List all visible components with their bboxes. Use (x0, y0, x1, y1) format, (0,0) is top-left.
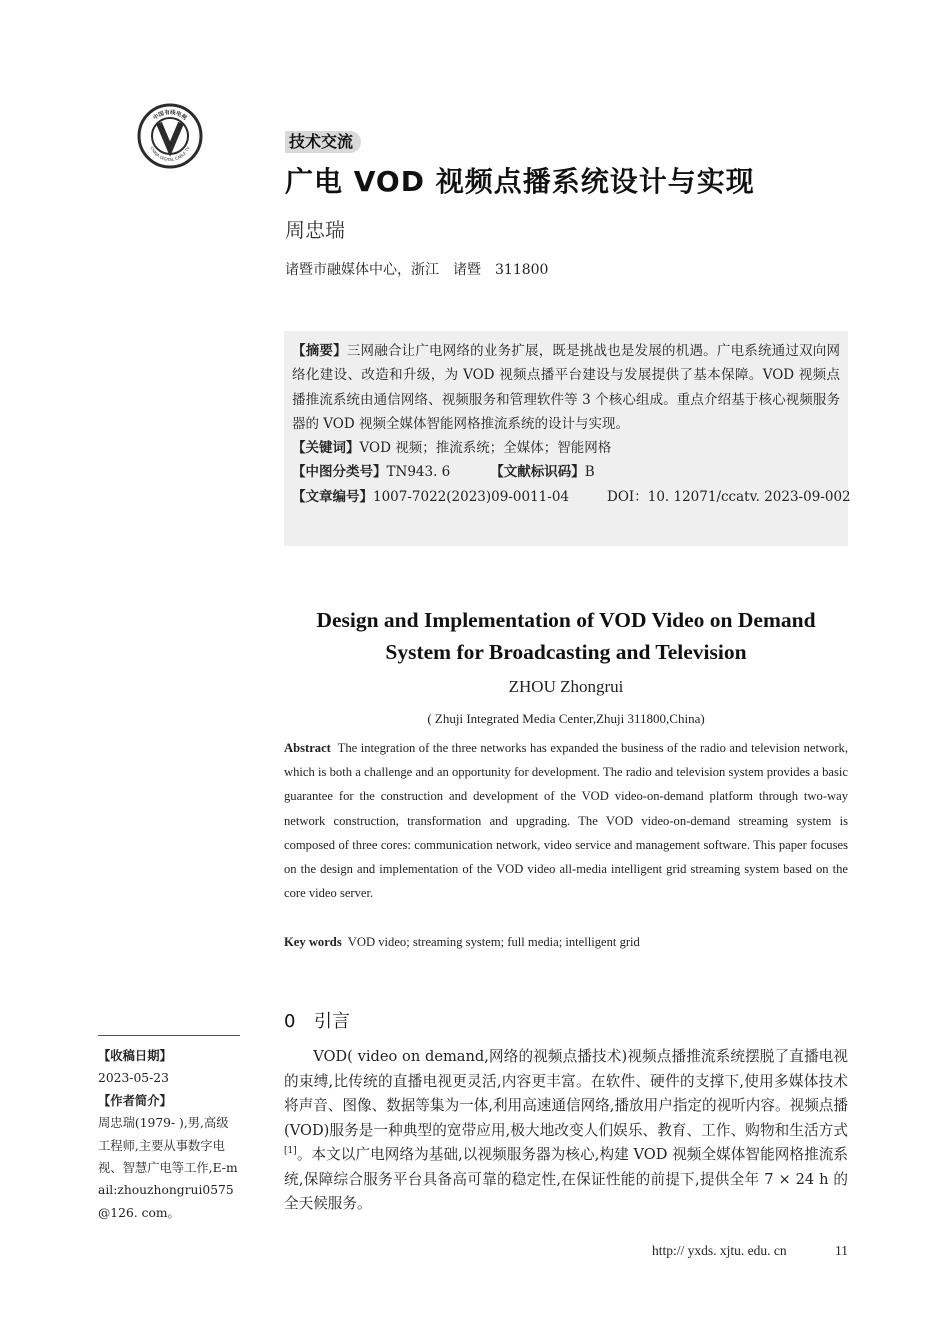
english-title (284, 604, 848, 668)
english-abstract-text: The integration of the three networks has expanded the business of the radio and television network, which is both a challenge and an opportunity for development. The radio and television system provides a basic guarantee for the construction and development of the VOD video-on-demand platform through two-way network construction, transformation and upgrading. The VOD video-on-demand streaming system is composed of three cores: communication network, video service and management software. This paper focuses on the design and implementation of the VOD video all-media intelligent grid streaming system based on the core video server. (284, 741, 848, 901)
logo-top-text: 中国有线电视 (152, 109, 188, 122)
body-part1: VOD( video on demand,网络的视频点播技术)视频点播推流系统摆脱了直播电视的束缚,比传统的直播电视更灵活,内容更丰富。在软件、硬件的支撑下,使用多媒体技术将声音、图像、数据等集为一体,利用高速通信网络,播放用户指定的视听内容。视频点播(VOD)服务是一种典型的宽带应用,极大地改变人们娱乐、教育、工作、购物和生活方式 (284, 1048, 848, 1139)
english-keywords-text: VOD video; streaming system; full media; intelligent grid (347, 935, 640, 949)
english-affiliation: ( Zhuji Integrated Media Center,Zhuji 311800,China) (427, 711, 705, 726)
article-no-value: 1007-7022(2023)09-0011-04 (373, 488, 570, 505)
journal-logo-icon (137, 103, 203, 169)
doc-code-label: 【文献标识码】 (490, 464, 585, 481)
keywords-text: VOD 视频；推流系统；全媒体；智能网格 (359, 440, 612, 457)
article-title: 广电 VOD 视频点播系统设计与实现 (285, 165, 755, 198)
english-author: ZHOU Zhongrui (508, 677, 624, 696)
section-title: 引言 (314, 1011, 350, 1032)
clc-value: TN943. 6 (386, 464, 451, 481)
doi-link[interactable]: DOI：10. 12071/ccatv. 2023-09-002 (607, 488, 851, 505)
classification-row (292, 460, 840, 484)
keywords-cn (292, 436, 840, 460)
english-title-line1: Design and Implementation of VOD Video on Demand (316, 608, 816, 632)
logo-bottom-text: CHINA DIGITAL CABLE TV (149, 145, 191, 163)
english-keywords-label: Key words (284, 935, 342, 949)
chinese-abstract-box (284, 331, 851, 546)
footer-url[interactable]: http:// yxds. xjtu. edu. cn (652, 1243, 787, 1258)
article-no-label: 【文章编号】 (292, 488, 373, 505)
author-intro-text: 周忠瑞(1979- ),男,高级工程师,主要从事数字电视、智慧广电等工作,E-mail:zhouzhongrui0575@126. com。 (98, 1116, 238, 1220)
abstract-text: 三网融合让广电网络的业务扩展，既是挑战也是发展的机遇。广电系统通过双向网络化建设、改造和升级，为 VOD 视频点播平台建设与发展提供了基本保障。VOD 视频点播推流系统由通信网络、视频服务和管理软件等 3 个核心组成。重点介绍基于核心视频服务器的 VOD 视频全媒体智能网格推流系统的设计与实现。 (292, 343, 841, 432)
english-keywords (284, 930, 848, 954)
received-label: 【收稿日期】 (98, 1049, 172, 1063)
column-tag: 技术交流 (285, 131, 361, 153)
section-heading (284, 1007, 350, 1033)
page-footer (652, 1243, 848, 1259)
clc-label: 【中图分类号】 (292, 464, 387, 481)
article-number-row (292, 485, 851, 509)
sidebar-divider (98, 1035, 240, 1036)
english-title-line2: System for Broadcasting and Television (385, 640, 747, 664)
abstract-label: 【摘要】 (292, 343, 347, 359)
english-abstract (284, 736, 848, 905)
body-text (284, 1045, 848, 1217)
received-date: 2023-05-23 (98, 1071, 169, 1086)
doc-code-value: B (584, 464, 595, 481)
keywords-label: 【关键词】 (292, 440, 360, 457)
svg-text:中国有线电视 (151, 108, 189, 122)
english-abstract-label: Abstract (284, 741, 331, 755)
citation-ref[interactable]: [1] (284, 1146, 297, 1157)
author-name: 周忠瑞 (285, 218, 345, 242)
section-number: 0 (284, 1011, 296, 1032)
author-affiliation: 诸暨市融媒体中心，浙江 诸暨 311800 (285, 262, 549, 278)
sidebar-notes (98, 1045, 240, 1224)
author-intro-label: 【作者简介】 (98, 1093, 172, 1108)
page-number: 11 (835, 1243, 848, 1258)
body-part2: 。本文以广电网络为基础,以视频服务器为核心,构建 VOD 视频全媒体智能网格推流系统,保障综合服务平台具备高可靠的稳定性,在保证性能的前提下,提供全年 7 × 24 h 的全天候服务。 (284, 1146, 848, 1212)
abstract-cn (292, 339, 840, 436)
intro-paragraph (284, 1045, 848, 1217)
